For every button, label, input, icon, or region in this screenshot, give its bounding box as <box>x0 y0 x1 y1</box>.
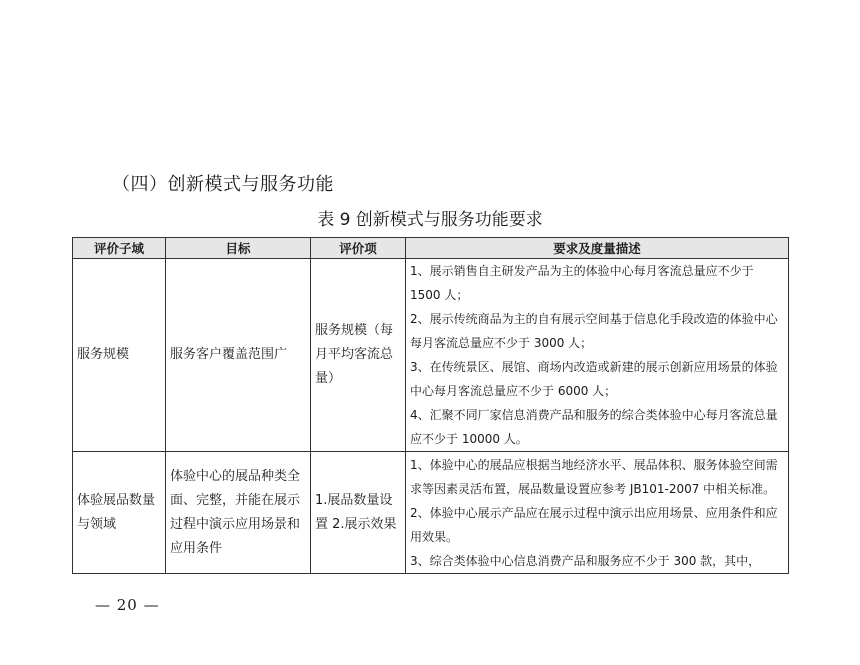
header-requirements: 要求及度量描述 <box>406 238 789 259</box>
requirement-line: 2、展示传统商品为主的自有展示空间基于信息化手段改造的体验中心每月客流总量应不少于 3000 人； <box>410 312 778 350</box>
requirement-line: 4、汇聚不同厂家信息消费产品和服务的综合类体验中心每月客流总量应不少于 10000 人。 <box>410 408 778 446</box>
requirement-line: 2、体验中心展示产品应在展示过程中演示出应用场景、应用条件和应用效果。 <box>410 505 778 544</box>
requirement-line: 1、展示销售自主研发产品为主的体验中心每月客流总量应不少于1500 人； <box>410 264 754 302</box>
table-header-row <box>73 238 789 259</box>
requirement-line: 1、体验中心的展品应根据当地经济水平、展品体积、服务体验空间需求等因素灵活布置，展品数量设置应参考 JB101-2007 中相关标准。 <box>410 457 778 496</box>
table-title: 表 9 创新模式与服务功能要求 <box>317 210 543 230</box>
cell-item: 服务规模（每月平均客流总量） <box>311 259 406 452</box>
requirement-line: 3、综合类体验中心信息消费产品和服务应不少于 300 款，其中， <box>410 553 761 568</box>
header-goal: 目标 <box>166 238 311 259</box>
requirements-table <box>72 237 789 574</box>
header-item: 评价项 <box>311 238 406 259</box>
section-heading: （四）创新模式与服务功能 <box>112 174 334 195</box>
cell-item: 1.展品数量设置 2.展示效果 <box>311 452 406 574</box>
cell-requirements <box>406 259 789 452</box>
cell-subdomain: 服务规模 <box>73 259 166 452</box>
header-subdomain: 评价子域 <box>73 238 166 259</box>
cell-goal: 服务客户覆盖范围广 <box>166 259 311 452</box>
requirement-line: 3、在传统景区、展馆、商场内改造或新建的展示创新应用场景的体验中心每月客流总量应不少于 6000 人； <box>410 360 778 398</box>
table-row <box>73 259 789 452</box>
cell-requirements <box>406 452 789 574</box>
cell-goal: 体验中心的展品种类全面、完整，并能在展示过程中演示应用场景和应用条件 <box>166 452 311 574</box>
cell-subdomain: 体验展品数量与领域 <box>73 452 166 574</box>
table-row <box>73 452 789 574</box>
page-number: — 20 — <box>95 596 160 614</box>
